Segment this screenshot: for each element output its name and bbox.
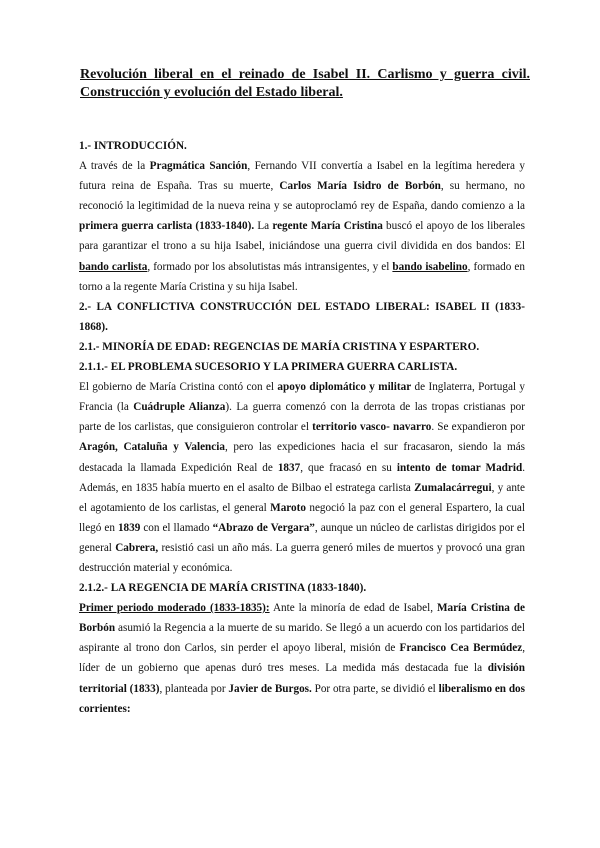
bold-term: Javier de Burgos. <box>228 682 312 695</box>
bold-term: apoyo diplomático y militar <box>277 381 412 394</box>
bold-term: primera guerra carlista (1833-1840). <box>79 220 255 233</box>
text-run: Por otra parte, se dividió el <box>311 682 439 695</box>
text-run: buscó el apoyo de los liberales para garantizar el trono a su hija Isabel, iniciándose una guerra civil dividida en dos bandos: El <box>79 220 525 253</box>
document-title: Revolución liberal en el reinado de Isabel II. Carlismo y guerra civil. Construcción y evolución del Estado liberal. <box>80 67 530 100</box>
paragraph-introduccion <box>79 156 525 297</box>
bold-term: liberalismo en dos corrientes: <box>79 682 525 715</box>
text-run: , formado por los absolutistas más intransigentes, y el <box>147 260 393 273</box>
bold-underlined-term: Primer periodo moderado (1833-1835): <box>79 602 270 615</box>
text-run: de Inglaterra, Portugal y Francia (la <box>79 381 525 414</box>
text-run: , aunque un núcleo de carlistas dirigidos por el general <box>79 521 525 554</box>
document-body <box>79 136 525 719</box>
paragraph-regencia-maria-cristina <box>79 598 525 719</box>
bold-term: intento de tomar Madrid <box>396 461 523 474</box>
text-run: El gobierno de María Cristina contó con el <box>79 381 278 394</box>
text-run: , pero las expediciones hacia el sur fracasaron, siendo la más destacada la llamada Expedición Real de <box>79 441 526 474</box>
section-heading-minoria-de-edad: 2.1.- MINORÍA DE EDAD: REGENCIAS DE MARÍA CRISTINA Y ESPARTERO. <box>79 340 480 353</box>
text-run: , Fernando VII convertía a Isabel en la legítima heredera y futura reina de España. Tras su muerte, <box>79 160 525 193</box>
text-run: A través de la <box>79 160 150 173</box>
bold-term: división territorial (1833) <box>79 662 525 695</box>
bold-term: Zumalacárregui <box>414 481 492 494</box>
bold-term: “Abrazo de Vergara” <box>212 521 315 534</box>
section-heading-introduccion: 1.- INTRODUCCIÓN. <box>79 140 187 152</box>
bold-term: Maroto <box>270 501 306 514</box>
bold-term: Carlos María Isidro de Borbón <box>279 180 441 193</box>
text-run: . Además, en 1835 había muerto en el asalto de Bilbao el estratega carlista <box>79 461 525 494</box>
text-run: ). La guerra comenzó con la derrota de las tropas cristianas por parte de los carlistas, que consiguieron controlar el <box>79 401 525 434</box>
section-heading-regencia-maria-cristina: 2.1.2.- LA REGENCIA DE MARÍA CRISTINA (1833-1840). <box>79 582 367 595</box>
text-run: , que fracasó en su <box>300 461 397 474</box>
section-heading-estado-liberal: 2.- LA CONFLICTIVA CONSTRUCCIÓN DEL ESTADO LIBERAL: ISABEL II (1833-1868). <box>79 300 525 333</box>
bold-term: María Cristina de Borbón <box>79 602 525 635</box>
bold-term: 1837 <box>277 461 301 474</box>
text-run: . Se expandieron por <box>431 421 525 434</box>
paragraph-primera-guerra-carlista <box>79 377 525 578</box>
text-run: negoció la paz con el general Espartero, la cual llegó en <box>79 501 525 534</box>
text-run: resistió casi un año más. La guerra generó miles de muertos y provocó una gran destrucción material y económica. <box>79 541 525 574</box>
text-run: , y ante el agotamiento de los carlistas, el general <box>79 481 525 514</box>
bold-term: Cabrera, <box>115 541 159 554</box>
bold-underlined-term: bando isabelino <box>392 260 468 273</box>
bold-term: Cuádruple Alianza <box>133 401 226 414</box>
bold-term: Aragón, Cataluña y Valencia <box>79 441 225 454</box>
bold-underlined-term: bando carlista <box>79 260 148 273</box>
bold-term: territorio vasco- navarro <box>312 421 432 434</box>
text-run: , planteada por <box>159 682 229 695</box>
text-run: con el llamado <box>140 521 213 534</box>
bold-term: 1839 <box>117 521 141 534</box>
text-run: La <box>254 220 273 233</box>
text-run: , formado en torno a la regente María Cristina y su hija Isabel. <box>79 260 525 293</box>
section-heading-problema-sucesorio: 2.1.1.- EL PROBLEMA SUCESORIO Y LA PRIMERA GUERRA CARLISTA. <box>79 361 458 374</box>
bold-term: Francisco Cea Bermúdez <box>399 642 523 655</box>
bold-term: regente María Cristina <box>272 220 383 233</box>
bold-term: Pragmática Sanción <box>149 160 248 173</box>
text-run: , su hermano, no reconoció la legitimidad de la nueva reina y se autoproclamó rey de España, dando comienzo a la <box>79 180 526 213</box>
text-run: , líder de un gobierno que apenas duró tres meses. La medida más destacada fue la <box>79 642 525 675</box>
text-run: asumió la Regencia a la muerte de su marido. Se llegó a un acuerdo con los partidarios del aspirante al trono don Carlos, sin perder el apoyo liberal, misión de <box>79 622 525 655</box>
text-run: Ante la minoría de edad de Isabel, <box>269 602 437 615</box>
